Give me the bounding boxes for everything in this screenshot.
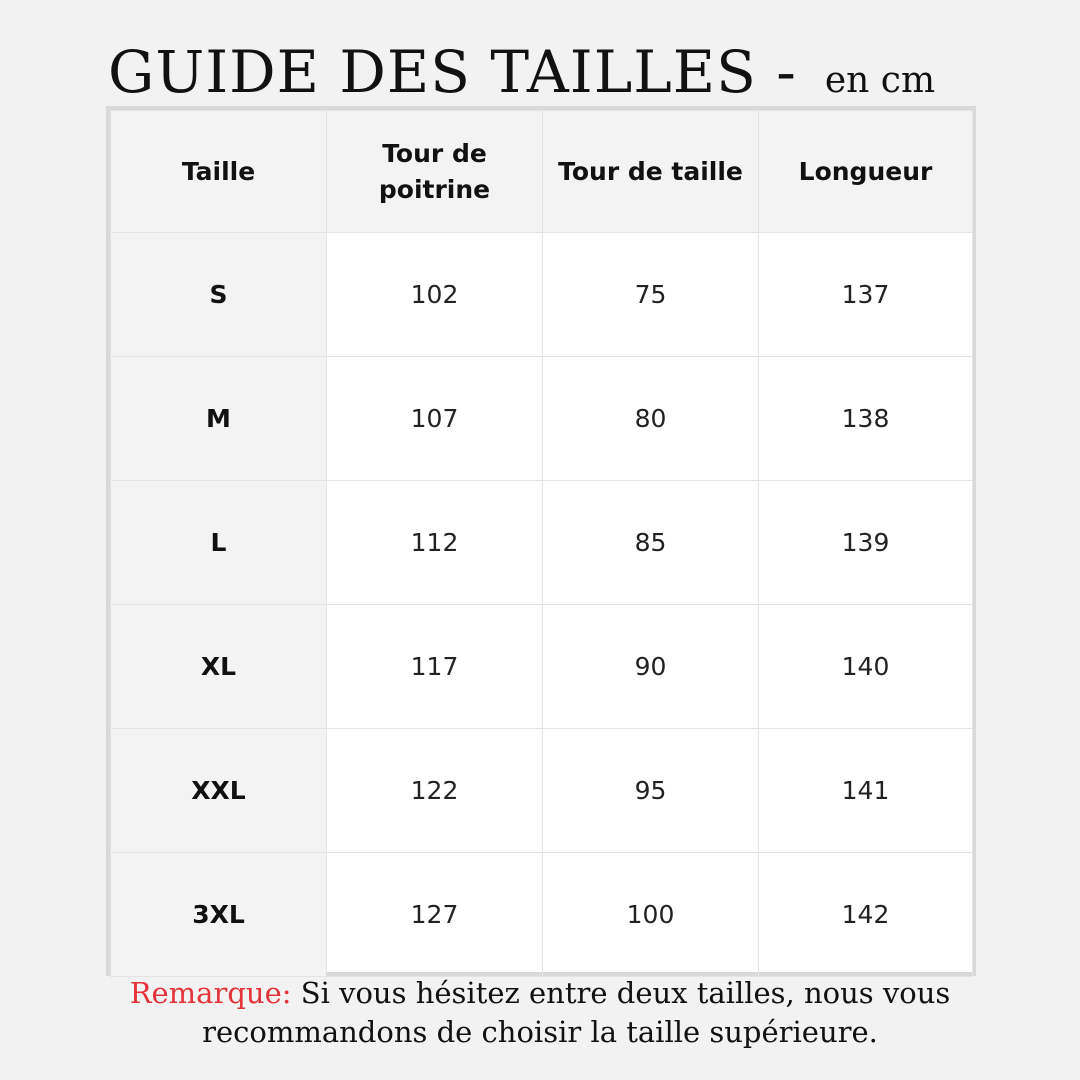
- size-cell: L: [111, 481, 327, 605]
- header-size: Taille: [111, 111, 327, 233]
- remark-text: Si vous hésitez entre deux tailles, nous vous recommandons de choisir la taille supérieure.: [202, 976, 951, 1049]
- waist-cell: 85: [543, 481, 759, 605]
- length-cell: 137: [759, 233, 973, 357]
- chest-cell: 102: [327, 233, 543, 357]
- size-cell: XXL: [111, 729, 327, 853]
- header-waist: Tour de taille: [543, 111, 759, 233]
- table-row: [111, 729, 973, 853]
- table-row: [111, 233, 973, 357]
- waist-cell: 100: [543, 853, 759, 977]
- size-cell: S: [111, 233, 327, 357]
- table-row: [111, 853, 973, 977]
- chest-cell: 127: [327, 853, 543, 977]
- header-chest: Tour de poitrine: [327, 111, 543, 233]
- remark-note: [60, 974, 1020, 1052]
- header-row: [111, 111, 973, 233]
- length-cell: 142: [759, 853, 973, 977]
- page-title: [108, 36, 988, 108]
- waist-cell: 75: [543, 233, 759, 357]
- waist-cell: 95: [543, 729, 759, 853]
- table-row: [111, 605, 973, 729]
- table-row: [111, 357, 973, 481]
- header-length: Longueur: [759, 111, 973, 233]
- waist-cell: 80: [543, 357, 759, 481]
- table-row: [111, 481, 973, 605]
- length-cell: 140: [759, 605, 973, 729]
- size-cell: M: [111, 357, 327, 481]
- size-cell: 3XL: [111, 853, 327, 977]
- chest-cell: 112: [327, 481, 543, 605]
- waist-cell: 90: [543, 605, 759, 729]
- chest-cell: 107: [327, 357, 543, 481]
- chest-cell: 122: [327, 729, 543, 853]
- chest-cell: 117: [327, 605, 543, 729]
- title-main: GUIDE DES TAILLES -: [108, 38, 797, 106]
- length-cell: 139: [759, 481, 973, 605]
- title-unit: en cm: [824, 60, 936, 101]
- size-cell: XL: [111, 605, 327, 729]
- remark-label: Remarque:: [129, 976, 292, 1010]
- length-cell: 141: [759, 729, 973, 853]
- length-cell: 138: [759, 357, 973, 481]
- size-chart-table: [106, 106, 976, 976]
